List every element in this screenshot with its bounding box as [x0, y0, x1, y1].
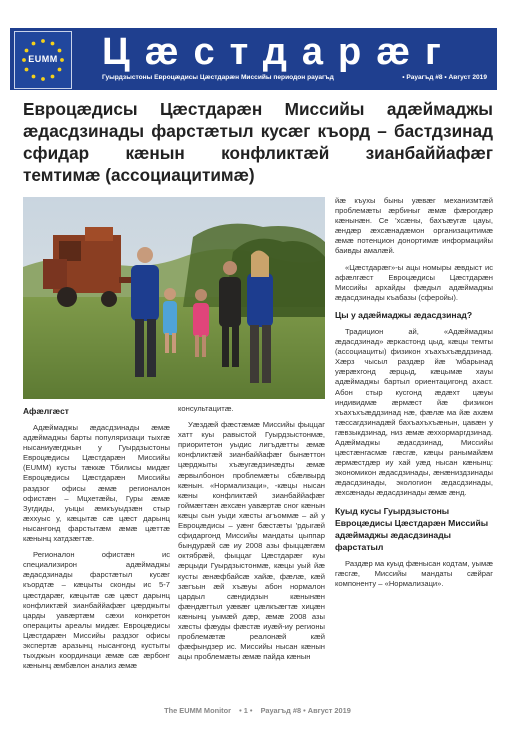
section-heading-how-eumm-works: Куыд кусы Гуырдзыстоны Евроцæдисы Цæстдарæн Миссийы адæймаджы æдасдзинады фарстатыл [335, 505, 489, 552]
page-footer [0, 706, 515, 715]
article-column-1 [23, 404, 170, 677]
footer-publication: The EUMM Monitor [164, 706, 232, 715]
headline-line: æдасдзинады фарстæтыл кусæг къорд – бастдзинад [23, 121, 493, 141]
eumm-logo [14, 31, 72, 89]
newsletter-subtitle: Гуырдзыстоны Евроцæдисы Цæстдарæн Миссийы периодон рауагъд [102, 74, 334, 81]
headline-line: сфидар кæнын конфликтæй зианбаййафæг [23, 143, 493, 163]
footer-issue: Рауагъд #8 • Август 2019 [260, 706, 351, 715]
article-photo [23, 197, 325, 399]
body-paragraph: Традицион ай, «Адæймаджы æдасдзинад» æркастонд цыд, кæцы темты (ассоциациты) физикон хъахъхъæддзинад. Хæрз чысыл раздæр йæ 'мбарынад уæрæхгонд æрцыд, кæцымæ хауы адæймаджы бартыл ориентацигонд ахаст. Абон стыр кусгонд æдæхт цæуы индивидмæ æрмæст йæ физикон хъахъхъæддзинад нæ, фæлæ ма йæ ахæм тæссагдзинадæй бахъахъхъæнын, цавæн у гæвзыкдзинад, низ æмæ æххормаргдзинад. Адæймаджы æдасдзинад, Миссийы цæстæнгасмæ гæсгæ, кæцы ранымайæм æрмæстдæр иу хай уæд нысан кæнынц: экономикон æдасдзинады, æнæниздзинады æдасдзинады, экологион æдасдзинады, æхсæнады æдасдзинады æмæ æнд. [335, 326, 493, 498]
body-paragraph: консультацитæ. [178, 404, 234, 413]
body-paragraph: йæ къухы быны уæвæг механизмтæй проблемæты æрбиныг æмæ фæрогдæр кæнынæн. Се 'хсæны, бахъæугæ цауы, æндæр æхсæнадæмон организацитимæ æмæ потенцион донортимæ информацийы баивды амалæй. [335, 196, 493, 256]
article-column-2 [178, 404, 325, 668]
section-heading-overview: Афæлгæст [23, 406, 69, 416]
headline-line: темтимæ (ассоциацитимæ) [23, 165, 255, 185]
section-heading-human-security: Цы у адæймаджы æдасдзинад? [335, 309, 473, 320]
newsletter-title: Цæстдарæг [102, 31, 456, 73]
body-paragraph: Раздæр ма куыд фæнысан кодтам, уымæ гæсгæ, Миссийы мандаты сæйраг компоненту – «Нормализаци». [335, 558, 493, 588]
article-column-3 [335, 196, 493, 595]
issue-info: • Рауагъд #8 • Август 2019 [402, 74, 487, 81]
headline-line: Евроцæдисы Цæстдарæн Миссийы адæймаджы [23, 99, 493, 119]
footer-page-number: • 1 • [239, 706, 253, 715]
logo-label: EUMM [28, 54, 58, 64]
body-paragraph: «Цæстдарæг»-ы ацы номыры æвдыст ис афæлгæст Евроцæдисы Цæстдарæн Миссийы архайды фæдыл адæймаджы æдасдзинады къабазы (сферойы). [335, 262, 493, 302]
article-headline [23, 98, 493, 186]
photo-image [23, 197, 325, 399]
body-paragraph: Регионалон офистæн ис специализирон адæймаджы æдасдзинады фарстæтыл кусæг къордтæ – кæцыты сконды ис 5-7 цæстдарæг, кæцытæ сæ цæст дарынц конфликтæй зианбаййафæг цæрджыты царды уавæртæм сæхи конкретон операциты ареалы мидæг. Евроцæдисы Цæстдарæн Миссийы раздзог офисы экспертæ аразынц нысангонд кустыты тыхджын координаци æмæ сæ æрбонг кæнынц æмбæлон анализ æмæ [23, 550, 170, 671]
body-paragraph: Адæймаджы æдасдзинады æмæ адæймаджы барты популяризаци тыхгæ нысаниуæгджын у Гуырдзыстоны Евроцæдисы Цæстдарæн Миссийы (EUMM) кусты тæккæ Тбилисы мидæг Евроцæдисы Цæстдарæн Миссийы раздзог офисы æмæ регионалон офистæн – Мцхетæйы, Гуры æмæ Зугдиды, уыцы æмкъуыдзæн стыр æххуыс у, кæцытæ сæ цæст дарынц нысангонд фарстытæм æмæ цæттæ кæнынц хатдзæгтæ. [23, 423, 170, 544]
masthead [10, 28, 497, 90]
body-paragraph: Уæздæй фæстæмæ Миссийы фыццаг хатт куы равыстой Гуырдзыстонмæ, приоритетон уыдис лигъдæтты æмæ конфликтæй зианбаййафæг бынæттон цæрджыты хъæугæдзинæдты æмæ æрвылбонон проблемæты сбæлвырд кæнын. «Нормализаци», -кæцы нысан кæны конфликтæй зианбаййафæг гоймæгтæн æхсæн уавæртæ сног кæнын кæцы сын уыди хæсты агъоммæ – ай у Евроцæдисы – уæнг бæстæты 'рдыгæй сфидаргонд Миссийы мандаты цыппар бындурæй сæ иу 2008 азы фыццæгæм октябрæй, фыццаг Цæстдарæг куы æрцыди Гуырдзыстонмæ, кæцы уый йæ кусты æнæфбайсæ хайæ, фæлæ, кæй зæгъын æй хъæуы абон нормалон цардыл сæндидзын кæнынæн фæндæгтыл уæвæг цæлкъæгтæ хицæн кæнынц уымæй дæр, æмæ 2008 азы хæсты фæуды фæстæ иуæй-иу регионы проблемæтæ реалонæй кæй фæфындзер ис. Миссийы нысан кæнын ацы проблемæты æмæ пайда кæнын [178, 420, 325, 662]
